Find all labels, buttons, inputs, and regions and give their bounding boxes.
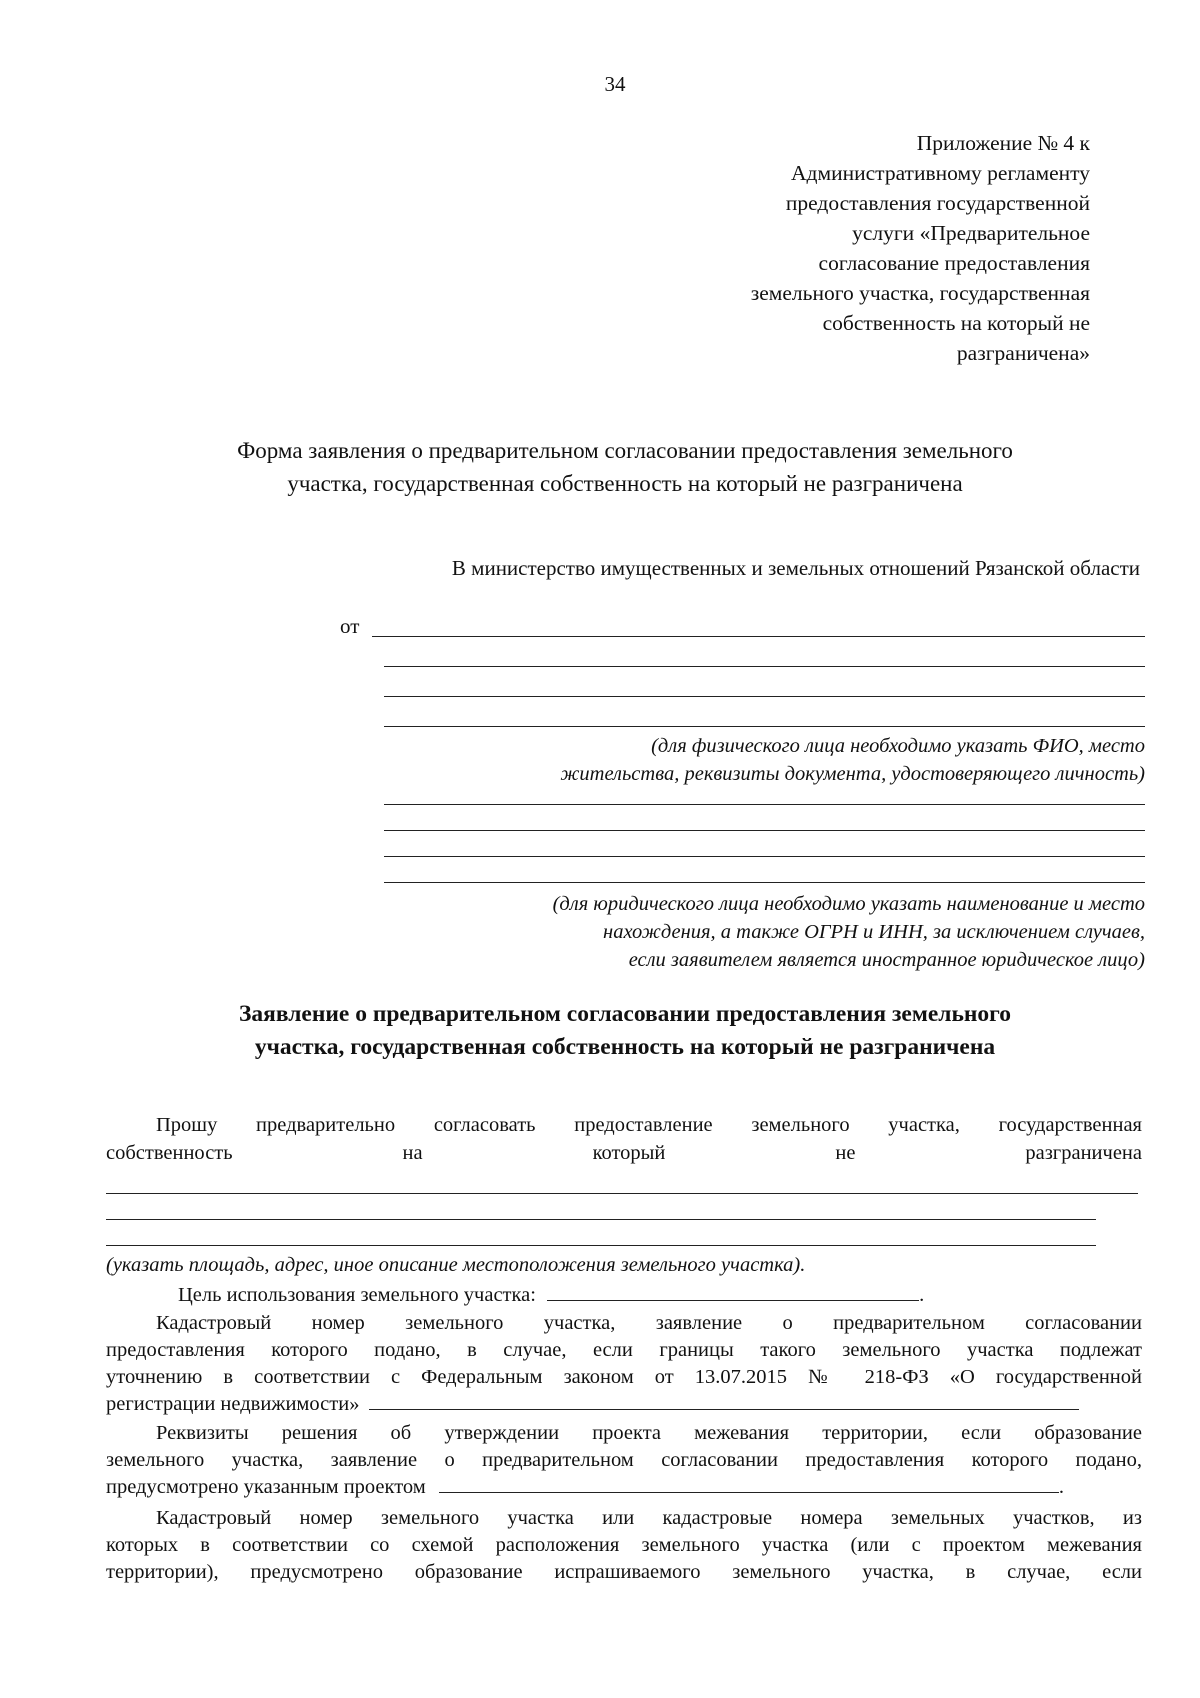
source-parcels-line: Кадастровый номер земельного участка или кадастровые номера земельных участков, из: [156, 1507, 1142, 1529]
legal-entity-note-line: (для юридического лица необходимо указать наименование и место: [552, 893, 1145, 915]
request-word: который: [592, 1142, 666, 1164]
appendix-line: согласование предоставления: [818, 251, 1090, 275]
request-line-spread: [106, 1140, 1142, 1166]
applicant-line[interactable]: [384, 726, 1145, 727]
survey-field[interactable]: [439, 1474, 1059, 1493]
cadastral-line: Кадастровый номер земельного участка, заявление о предварительном согласовании: [156, 1312, 1142, 1334]
request-word: на: [402, 1142, 423, 1164]
request-word: собственность: [106, 1142, 233, 1164]
form-title-line: участка, государственная собственность на который не разграничена: [287, 471, 963, 496]
applicant-line[interactable]: [372, 636, 1145, 637]
appendix-reference: [570, 128, 1090, 368]
cadastral-last-label: регистрации недвижимости»: [106, 1393, 360, 1415]
survey-line: земельного участка, заявление о предварительном согласовании предоставления которого подано,: [106, 1449, 1142, 1471]
appendix-line: услуги «Предварительное: [852, 221, 1090, 245]
from-label: от: [340, 614, 360, 638]
location-line[interactable]: [106, 1193, 1138, 1194]
appendix-line: разграничена»: [956, 341, 1090, 365]
application-heading-line: Заявление о предварительном согласовании предоставления земельного: [238, 1001, 1012, 1027]
legal-entity-note: [300, 890, 1145, 974]
survey-line: Реквизиты решения об утверждении проекта межевания территории, если образование: [156, 1422, 1142, 1444]
legal-entity-note-line: если заявителем является иностранное юридическое лицо): [628, 949, 1145, 971]
survey-last-label: предусмотрено указанным проектом: [106, 1476, 426, 1498]
individual-note: [300, 732, 1145, 788]
location-line[interactable]: [106, 1245, 1096, 1246]
individual-note-line: жительства, реквизиты документа, удостоверяющего личность): [560, 763, 1145, 785]
applicant-line[interactable]: [384, 666, 1145, 667]
purpose-label: Цель использования земельного участка:: [178, 1284, 536, 1306]
location-line[interactable]: [106, 1219, 1096, 1220]
cadastral-field[interactable]: [369, 1391, 1079, 1410]
applicant-line[interactable]: [384, 856, 1145, 857]
cadastral-last-row: [106, 1391, 1142, 1417]
form-title: [100, 434, 1150, 500]
request-word: разграничена: [1025, 1142, 1142, 1164]
applicant-line[interactable]: [384, 696, 1145, 697]
cadastral-line: предоставления которого подано, в случае, если границы такого земельного участка подлежат: [106, 1339, 1142, 1361]
applicant-line[interactable]: [384, 882, 1145, 883]
application-heading-line: участка, государственная собственность на который не разграничена: [254, 1034, 996, 1060]
legal-entity-note-line: нахождения, а также ОГРН и ИНН, за исключением случаев,: [603, 921, 1145, 943]
applicant-line[interactable]: [384, 804, 1145, 805]
request-word: не: [835, 1142, 856, 1164]
survey-period: .: [1058, 1476, 1064, 1498]
location-note: (указать площадь, адрес, иное описание местоположения земельного участка).: [106, 1254, 806, 1276]
source-parcels-line: территории), предусмотрено образование испрашиваемого земельного участка, в случае, если: [106, 1561, 1142, 1583]
source-parcels-line: которых в соответствии со схемой расположения земельного участка (или с проектом межевания: [106, 1534, 1142, 1556]
recipient: В министерство имущественных и земельных отношений Рязанской области: [451, 556, 1140, 580]
appendix-line: земельного участка, государственная: [750, 281, 1090, 305]
applicant-line[interactable]: [384, 830, 1145, 831]
appendix-line: собственность на который не: [822, 311, 1090, 335]
request-line: Прошу предварительно согласовать предоставление земельного участка, государственная: [156, 1114, 1142, 1136]
form-title-line: Форма заявления о предварительном согласовании предоставления земельного: [237, 438, 1013, 463]
individual-note-line: (для физического лица необходимо указать ФИО, место: [651, 735, 1145, 757]
appendix-line: предоставления государственной: [785, 191, 1090, 215]
appendix-line: Приложение № 4 к: [916, 131, 1090, 155]
purpose-row: [106, 1282, 1142, 1308]
cadastral-line: уточнению в соответствии с Федеральным законом от 13.07.2015 № 218-ФЗ «О государственной: [106, 1366, 1142, 1388]
purpose-period: .: [919, 1284, 925, 1306]
survey-last-row: [106, 1474, 1142, 1500]
page-number: 34: [604, 72, 626, 96]
application-heading: [100, 998, 1150, 1064]
purpose-field[interactable]: [547, 1282, 919, 1301]
appendix-line: Административному регламенту: [791, 161, 1090, 185]
